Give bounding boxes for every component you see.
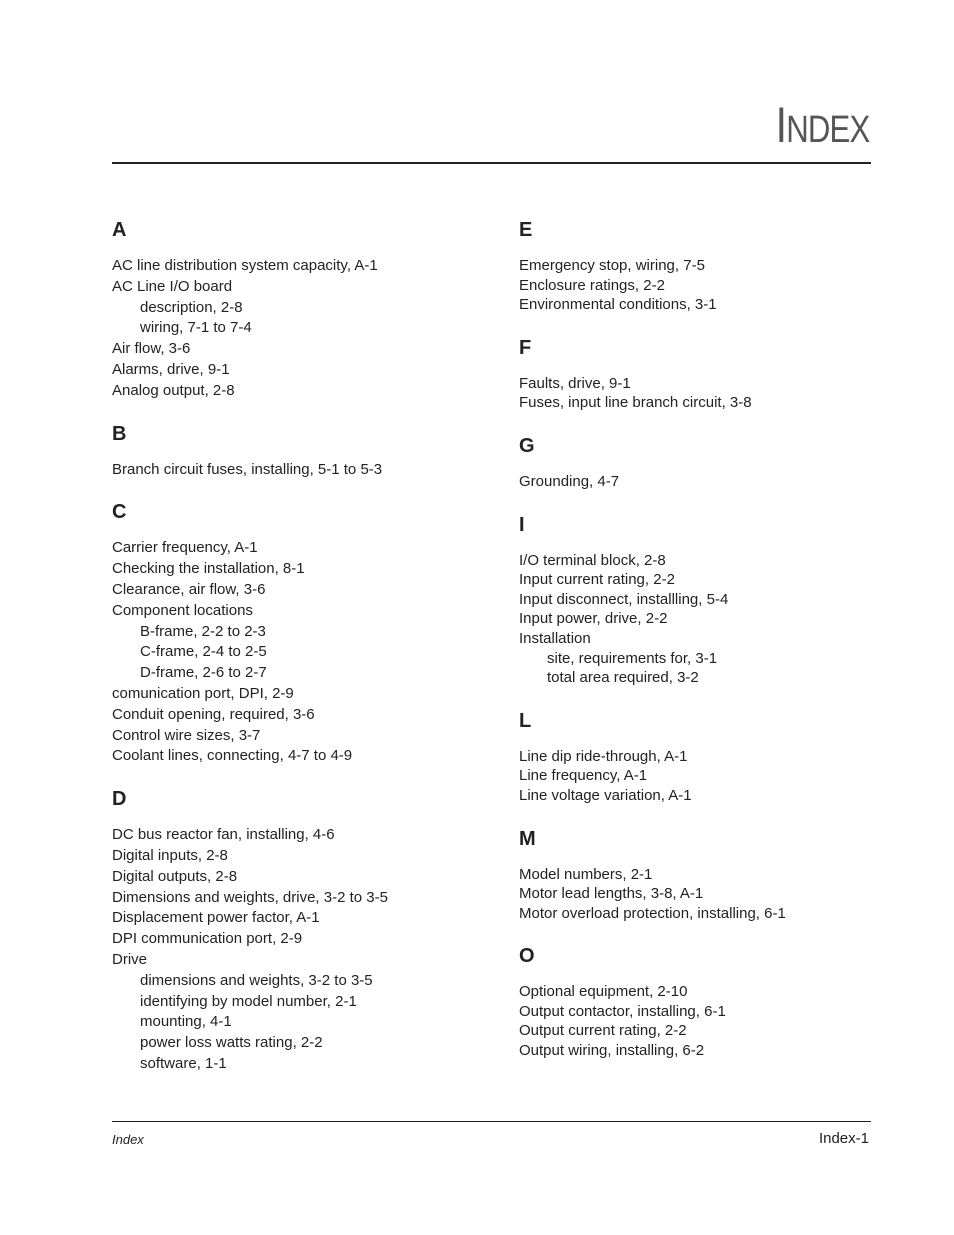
index-section-g <box>519 432 899 492</box>
index-entry: Air flow, 3-6 <box>112 340 191 358</box>
footer-section-label: Index <box>112 1132 144 1147</box>
index-entry: Output current rating, 2-2 <box>519 1022 687 1040</box>
section-letter: L <box>519 709 532 732</box>
section-letter: O <box>519 945 535 968</box>
index-entry: Model numbers, 2-1 <box>519 865 653 883</box>
page-title-rest: NDEX <box>785 109 869 151</box>
index-entry: Conduit opening, required, 3-6 <box>112 705 315 723</box>
section-letter: E <box>519 219 533 241</box>
index-entry: Output contactor, installing, 6-1 <box>519 1002 726 1020</box>
section-letter: F <box>519 336 532 359</box>
index-section-d <box>112 785 492 1075</box>
page-title-initial: I <box>775 97 786 153</box>
index-section-c <box>112 498 492 767</box>
index-entry: AC Line I/O board <box>112 277 233 295</box>
index-entry: Line voltage variation, A-1 <box>519 786 692 804</box>
index-entry: Motor overload protection, installing, 6-1 <box>519 904 786 922</box>
index-subentry: wiring, 7-1 to 7-4 <box>140 319 252 337</box>
index-entry: comunication port, DPI, 2-9 <box>112 684 294 702</box>
index-entry: Drive <box>112 950 148 968</box>
section-letter: G <box>519 434 535 457</box>
index-entry: I/O terminal block, 2-8 <box>519 551 666 569</box>
index-subentry: D-frame, 2-6 to 2-7 <box>140 664 267 682</box>
index-entry: Coolant lines, connecting, 4-7 to 4-9 <box>112 747 353 765</box>
index-entry: Enclosure ratings, 2-2 <box>519 276 665 294</box>
index-subentry: software, 1-1 <box>140 1054 227 1072</box>
section-letter: C <box>112 501 127 524</box>
index-entry: Displacement power factor, A-1 <box>112 909 320 927</box>
index-subentry: mounting, 4-1 <box>140 1013 232 1031</box>
index-subentry: power loss watts rating, 2-2 <box>140 1034 323 1052</box>
index-entry: Input power, drive, 2-2 <box>519 610 668 628</box>
index-entry: Alarms, drive, 9-1 <box>112 360 230 378</box>
page-title <box>775 97 869 153</box>
index-section-f <box>519 334 899 413</box>
index-entry: Motor lead lengths, 3-8, A-1 <box>519 885 704 903</box>
index-entry: Environmental conditions, 3-1 <box>519 296 717 314</box>
index-entry: Analog output, 2-8 <box>112 381 235 399</box>
index-entry: AC line distribution system capacity, A-1 <box>112 257 378 274</box>
index-subentry: identifying by model number, 2-1 <box>140 992 357 1010</box>
index-entry: Carrier frequency, A-1 <box>112 539 258 557</box>
index-entry: Digital inputs, 2-8 <box>112 846 228 864</box>
section-letter: A <box>112 219 127 241</box>
section-letter: I <box>519 513 525 536</box>
index-entry: Clearance, air flow, 3-6 <box>112 580 266 598</box>
index-entry: Branch circuit fuses, installing, 5-1 to 5-3 <box>112 460 383 478</box>
header-rule <box>112 162 871 164</box>
index-subentry: B-frame, 2-2 to 2-3 <box>140 622 266 640</box>
index-entry: Input disconnect, installling, 5-4 <box>519 590 729 608</box>
index-entry: Installation <box>519 629 591 647</box>
index-section-i <box>519 511 899 688</box>
index-section-a <box>112 216 492 402</box>
index-entry: Line dip ride-through, A-1 <box>519 747 688 765</box>
index-entry: Digital outputs, 2-8 <box>112 867 238 885</box>
index-entry: Optional equipment, 2-10 <box>519 983 688 1001</box>
index-subentry: site, requirements for, 3-1 <box>547 649 718 667</box>
section-letter: B <box>112 422 127 445</box>
index-entry: Input current rating, 2-2 <box>519 571 675 589</box>
index-entry: Dimensions and weights, drive, 3-2 to 3-5 <box>112 888 388 906</box>
index-entry: Faults, drive, 9-1 <box>519 374 631 392</box>
index-entry: Grounding, 4-7 <box>519 472 620 490</box>
footer-rule <box>112 1121 871 1122</box>
index-section-e <box>519 216 899 315</box>
index-entry: Output wiring, installing, 6-2 <box>519 1042 705 1060</box>
footer-page-number: Index-1 <box>818 1130 869 1147</box>
index-entry: Line frequency, A-1 <box>519 767 648 785</box>
index-section-m <box>519 825 899 924</box>
index-section-o <box>519 942 899 1060</box>
index-section-l <box>519 707 899 806</box>
index-column-right <box>519 216 899 1080</box>
index-subentry: C-frame, 2-4 to 2-5 <box>140 643 267 661</box>
index-entry: Fuses, input line branch circuit, 3-8 <box>519 394 752 412</box>
section-letter: M <box>519 827 536 850</box>
index-entry: Emergency stop, wiring, 7-5 <box>519 257 705 274</box>
index-subentry: total area required, 3-2 <box>547 669 699 687</box>
index-entry: Checking the installation, 8-1 <box>112 560 305 578</box>
index-column-left <box>112 216 492 1093</box>
index-section-b <box>112 420 492 481</box>
index-entry: Component locations <box>112 601 253 619</box>
index-entry: DPI communication port, 2-9 <box>112 930 303 948</box>
index-subentry: description, 2-8 <box>140 298 243 316</box>
section-letter: D <box>112 788 127 811</box>
index-entry: DC bus reactor fan, installing, 4-6 <box>112 826 335 844</box>
index-subentry: dimensions and weights, 3-2 to 3-5 <box>140 971 373 989</box>
index-entry: Control wire sizes, 3-7 <box>112 726 261 744</box>
